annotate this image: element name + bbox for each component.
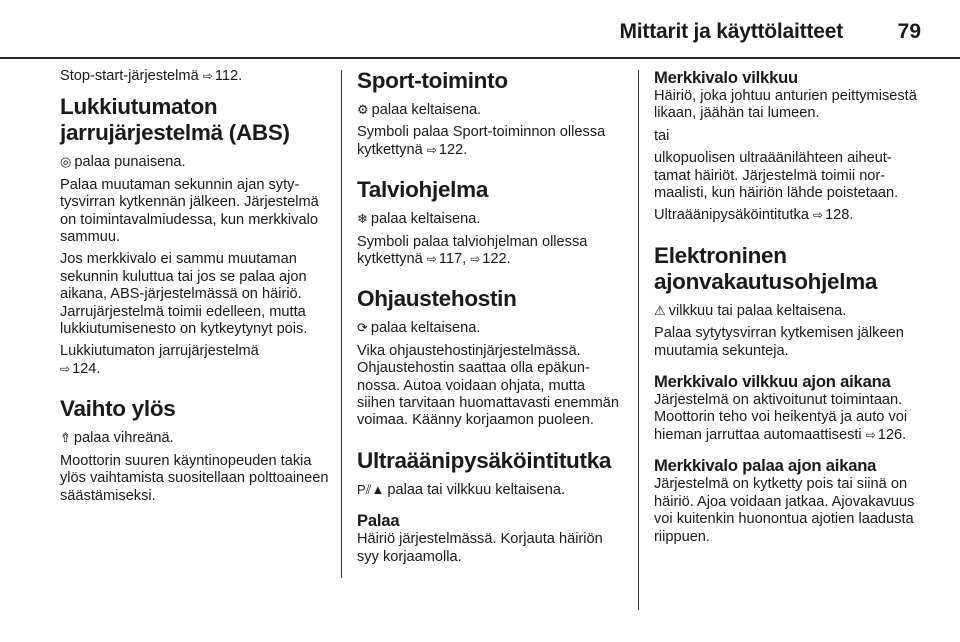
steering-heading: Ohjaustehostin — [357, 286, 517, 312]
esc-on-heading: Merkkivalo palaa ajon aikana — [654, 456, 877, 476]
shift-heading: Vaihto ylös — [60, 396, 176, 422]
page-ref-icon: ⇨ — [426, 252, 437, 267]
page-ref[interactable]: 124. — [72, 360, 101, 377]
abs-heading: Lukkiutumaton jarrujärjestelmä (ABS) — [60, 94, 290, 146]
esc-paragraph-1: Palaa sytytysvirran kytkemisen jälkeen muutamia sekunteja. — [654, 325, 904, 359]
blink-heading: Merkkivalo vilkkuu — [654, 68, 798, 87]
column-divider-2 — [638, 70, 639, 610]
sport-status — [357, 101, 627, 119]
sport-text: Symboli palaa Sport-toiminnon ollessa kytkettynä — [357, 124, 606, 158]
blink-paragraph-4 — [654, 207, 922, 224]
page-ref[interactable]: 126. — [877, 426, 907, 443]
abs-paragraph-3 — [60, 343, 332, 378]
abs-paragraph-2: Jos merkkivalo ei sammu muutaman sekunnin kuluttua tai jos se palaa ajon aikana, ABS-järjestelmässä on häiriö. Jarrujärjestelmä toimii edelleen, mutta lukkiutumisenesto on kytkeytynyt pois. — [60, 251, 308, 338]
park-paragraph-1: Häiriö järjestelmässä. Korjauta häiriön syy korjaamolla. — [357, 531, 603, 565]
column-divider-1 — [341, 70, 342, 578]
abs-status — [60, 153, 332, 171]
park-heading: Ultraäänipysäköintitutka — [357, 447, 612, 473]
steering-status — [357, 319, 627, 337]
page-ref-icon: ⇨ — [470, 252, 481, 267]
page-ref[interactable]: 122. — [482, 251, 511, 268]
page-ref-icon: ⇨ — [865, 427, 876, 442]
esc-blink-heading: Merkkivalo vilkkuu ajon aikana — [654, 372, 891, 392]
esc-status-text: vilkkuu tai palaa keltaisena. — [668, 302, 847, 319]
intro-text: Stop-start-järjestelmä — [60, 68, 199, 84]
winter-text: Symboli palaa talviohjelman ollessa kytkettynä — [357, 233, 588, 268]
page-ref[interactable]: 128. — [825, 207, 854, 224]
winter-status — [357, 210, 627, 228]
sport-heading: Sport-toiminto — [357, 68, 508, 93]
abs-paragraph-1: Palaa muutaman sekunnin ajan sytytysvirran kytkennän jälkeen. Järjestelmä on toimintavalmiudessa, kun merkkivalo sammuu. — [60, 176, 319, 246]
park-status — [357, 481, 627, 499]
sport-mode-icon: ⚙ — [357, 102, 369, 117]
esc-blink-text: Järjestelmä on aktivoitunut toimintaan. Moottorin teho voi heikentyä ja auto voi hieman jarruttaa automaattisesti — [654, 392, 908, 443]
page-ref[interactable]: 112. — [214, 68, 243, 84]
esc-heading: Elektroninen ajonvakautusohjelma — [654, 242, 878, 294]
sport-status-text: palaa keltaisena. — [371, 102, 482, 118]
esc-on-paragraph-1: Järjestelmä on kytketty pois tai siinä on häiriö. Ajoa voidaan jatkaa. Ajovakavuus voi kuitenkin huonontua ajotien laadusta riippuen. — [654, 476, 915, 545]
column-1 — [60, 68, 332, 510]
stability-control-icon: ⚠ — [654, 302, 666, 318]
steering-paragraph-1: Vika ohjaustehostinjärjestelmässä. Ohjaustehostin saattaa olla epäkunnossa. Autoa voidaan ohjata, mutta siihen tarvitaan huomattavasti enemmän voimaa. Käänny korjaamon puoleen. — [357, 342, 620, 429]
shift-up-icon: ⇮ — [60, 430, 71, 446]
abs-warning-icon: ◎ — [60, 154, 72, 170]
blink-paragraph-1: Häiriö, joka johtuu anturien peittymisestä likaan, jäähän tai lumeen. — [654, 88, 917, 122]
column-2 — [357, 68, 627, 571]
winter-status-text: palaa keltaisena. — [370, 211, 481, 228]
shift-paragraph-1: Moottorin suuren käyntinopeuden takia ylös vaihtamista suositellaan polttoaineen säästämiseksi. — [60, 452, 329, 504]
page-ref-icon: ⇨ — [426, 142, 437, 157]
header-rule — [0, 57, 960, 59]
blink-paragraph-3: ulkopuolisen ultraäänilähteen aiheuttamat häiriöt. Järjestelmä toimii normaalisti, kun häiriön lähde poistetaan. — [654, 150, 899, 202]
shift-status-text: palaa vihreänä. — [73, 430, 174, 447]
power-steering-icon: ⟳ — [357, 320, 368, 336]
page-ref[interactable]: 122. — [438, 141, 468, 158]
esc-blink-paragraph-1 — [654, 392, 922, 444]
winter-paragraph-1 — [357, 234, 627, 269]
esc-status — [654, 302, 922, 320]
sport-paragraph-1 — [357, 124, 627, 159]
blink-ref-text: Ultraäänipysäköintitutka — [654, 207, 809, 224]
park-status-text: palaa tai vilkkuu keltaisena. — [387, 481, 566, 498]
blink-paragraph-2: tai — [654, 127, 670, 144]
header-title: Mittarit ja käyttölaitteet — [619, 20, 843, 43]
winter-heading: Talviohjelma — [357, 177, 489, 203]
shift-status — [60, 429, 332, 447]
abs-ref-text: Lukkiutumaton jarrujärjestelmä — [60, 343, 259, 360]
snowflake-icon: ❄ — [357, 211, 368, 227]
steering-status-text: palaa keltaisena. — [370, 320, 481, 337]
abs-status-text: palaa punaisena. — [74, 154, 186, 171]
parking-sensor-icon: P⫽▲ — [357, 481, 385, 497]
page-number: 79 — [897, 20, 921, 43]
page-ref-icon: ⇨ — [60, 361, 71, 376]
page-ref-icon: ⇨ — [813, 208, 824, 223]
intro-line — [60, 68, 332, 85]
page-ref[interactable]: 117, — [438, 251, 467, 268]
page-ref-icon: ⇨ — [202, 69, 213, 83]
park-subheading: Palaa — [357, 511, 400, 531]
column-3 — [654, 68, 922, 551]
